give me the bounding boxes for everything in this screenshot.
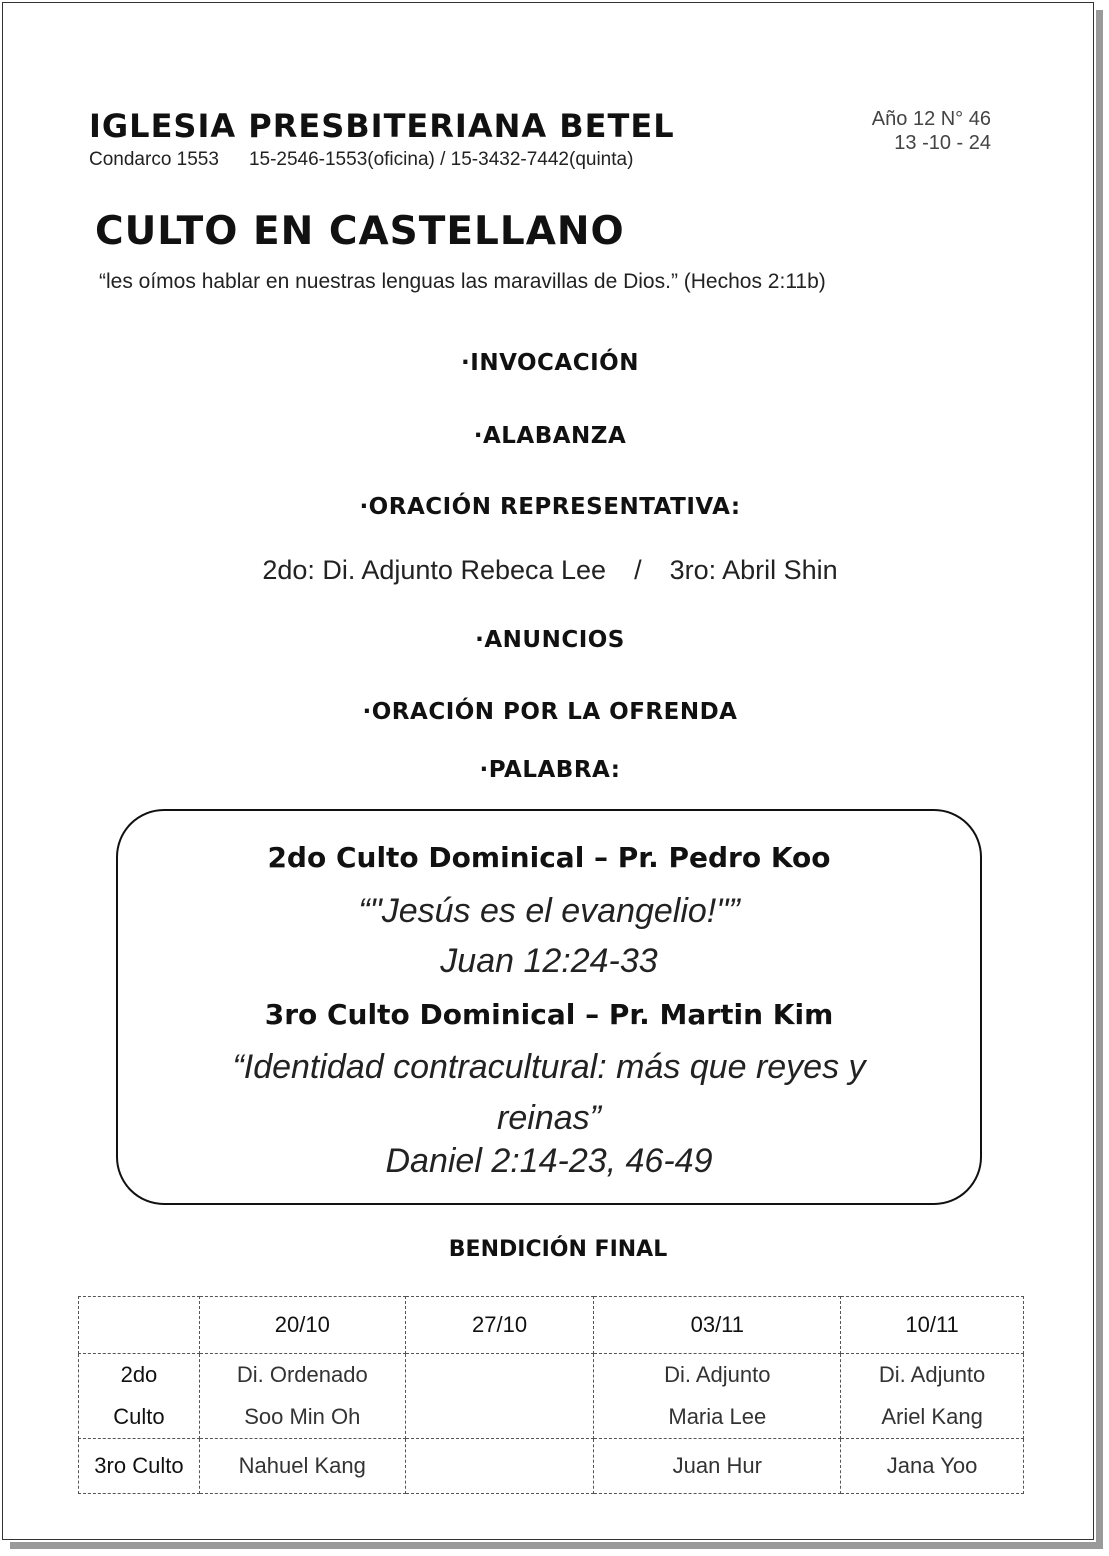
sermon-3ro-heading: 3ro Culto Dominical – Pr. Martin Kim bbox=[264, 998, 834, 1031]
service-title: CULTO EN CASTELLANO bbox=[95, 209, 625, 254]
schedule-cell bbox=[405, 1439, 594, 1494]
schedule-date: 27/10 bbox=[405, 1297, 594, 1354]
schedule-table bbox=[78, 1296, 1024, 1494]
bulletin-page bbox=[2, 2, 1094, 1540]
order-invocacion: ·INVOCACIÓN bbox=[461, 350, 639, 376]
prayer-separator: / bbox=[634, 555, 642, 585]
schedule-cell bbox=[405, 1354, 594, 1439]
cell-role: Di. Ordenado bbox=[236, 1362, 368, 1387]
schedule-cell: Juan Hur bbox=[594, 1439, 841, 1494]
church-contact bbox=[89, 149, 633, 171]
issue-info bbox=[872, 107, 991, 155]
sermon-3ro-passage: Daniel 2:14-23, 46-49 bbox=[385, 1142, 713, 1180]
order-oracion-ofrenda: ·ORACIÓN POR LA OFRENDA bbox=[362, 699, 738, 725]
issue-date: 13 -10 - 24 bbox=[894, 132, 991, 154]
order-palabra: ·PALABRA: bbox=[479, 757, 621, 783]
cell-role: Di. Adjunto bbox=[664, 1362, 771, 1387]
church-address: Condarco 1553 bbox=[89, 149, 219, 170]
cell-person: Ariel Kang bbox=[881, 1404, 983, 1429]
sermon-3ro-title-line1: “Identidad contracultural: más que reyes y bbox=[232, 1048, 866, 1086]
schedule-row-3ro bbox=[79, 1439, 1024, 1494]
order-alabanza: ·ALABANZA bbox=[473, 423, 627, 449]
page-shadow-right bbox=[1096, 10, 1103, 1548]
issue-number: Año 12 N° 46 bbox=[871, 108, 991, 130]
sermon-2do-heading: 2do Culto Dominical – Pr. Pedro Koo bbox=[267, 841, 831, 874]
church-name: IGLESIA PRESBITERIANA BETEL bbox=[89, 107, 675, 145]
sermon-3ro-title-line2: reinas” bbox=[497, 1099, 601, 1137]
schedule-row-2do bbox=[79, 1354, 1024, 1439]
schedule-date: 10/11 bbox=[841, 1297, 1024, 1354]
schedule-cell bbox=[841, 1354, 1024, 1439]
order-anuncios: ·ANUNCIOS bbox=[475, 627, 625, 653]
page-shadow-bottom bbox=[10, 1542, 1103, 1549]
cell-role: Di. Adjunto bbox=[878, 1362, 986, 1387]
schedule-header-row bbox=[79, 1297, 1024, 1354]
schedule-cell bbox=[199, 1354, 405, 1439]
prayer-2do: 2do: Di. Adjunto Rebeca Lee bbox=[262, 555, 607, 585]
service-verse: “les oímos hablar en nuestras lenguas las maravillas de Dios.” (Hechos 2:11b) bbox=[99, 270, 826, 293]
row-label-line2: Culto bbox=[113, 1404, 165, 1429]
schedule-row-label: 3ro Culto bbox=[79, 1439, 200, 1494]
row-label-line1: 2do bbox=[120, 1362, 158, 1387]
prayer-assignments bbox=[3, 555, 1097, 586]
schedule-cell: Jana Yoo bbox=[841, 1439, 1024, 1494]
schedule-date: 20/10 bbox=[199, 1297, 405, 1354]
sermon-2do-passage: Juan 12:24-33 bbox=[440, 942, 658, 980]
schedule-row-label bbox=[79, 1354, 200, 1439]
schedule-corner-cell bbox=[79, 1297, 200, 1354]
sermon-2do-title: “"Jesús es el evangelio!"” bbox=[358, 892, 740, 930]
order-bendicion-final: BENDICIÓN FINAL bbox=[448, 1237, 668, 1262]
schedule-cell bbox=[594, 1354, 841, 1439]
prayer-3ro: 3ro: Abril Shin bbox=[669, 555, 838, 585]
order-oracion-representativa: ·ORACIÓN REPRESENTATIVA: bbox=[359, 494, 741, 520]
cell-person: Maria Lee bbox=[668, 1404, 767, 1429]
schedule-date: 03/11 bbox=[594, 1297, 841, 1354]
cell-person: Soo Min Oh bbox=[244, 1404, 361, 1429]
schedule-cell: Nahuel Kang bbox=[199, 1439, 405, 1494]
sermon-box bbox=[116, 809, 982, 1205]
church-phones: 15-2546-1553(oficina) / 15-3432-7442(quinta) bbox=[248, 149, 634, 170]
